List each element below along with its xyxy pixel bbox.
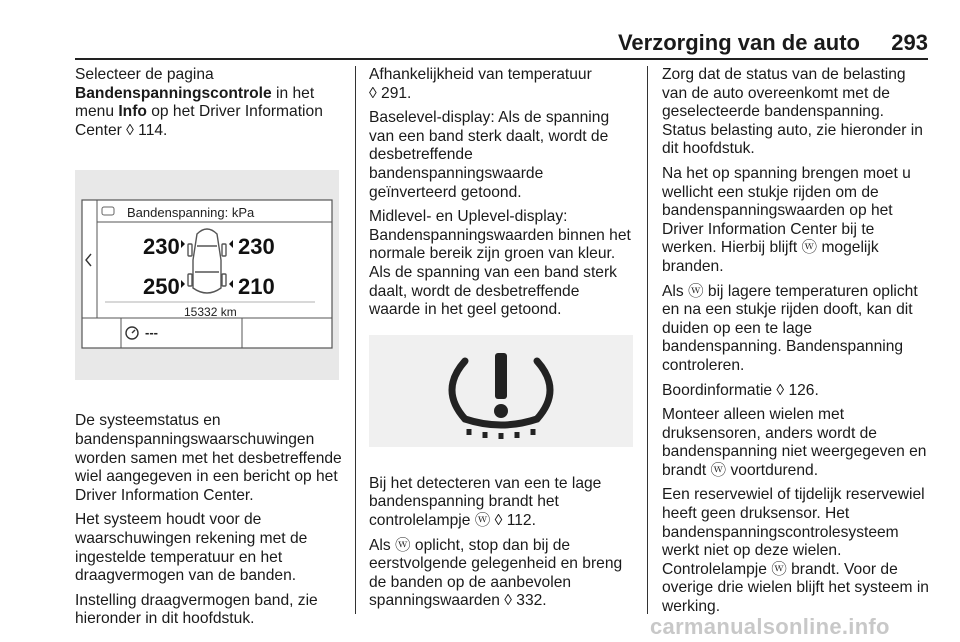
display-screenshot [75, 170, 339, 380]
paragraph: Instelling draagvermogen band, zie hieronder in dit hoofdstuk. [75, 591, 318, 628]
bold-term: Bandenspanningscontrole [75, 84, 272, 102]
page-number: 293 [891, 30, 928, 55]
paragraph [369, 66, 633, 103]
tire-pressure-display [75, 170, 339, 380]
text: Selecteer de pagina [75, 66, 214, 83]
paragraph: Zorg dat de status van de belasting van de auto overeenkomt met de geselecteerde bandenspanning. Status belasting auto, zie hieronder in dit hoofdstuk. [662, 66, 923, 158]
paragraph: Midlevel- en Uplevel-display: Bandenspanningswaarden binnen het normale bereik zijn groen van kleur. Als de spanning van een band sterk daalt, wordt de desbetreffende waarde in het geel getoond. [369, 208, 631, 319]
display-title: Bandenspanning: kPa [127, 205, 255, 221]
column-2 [369, 66, 633, 617]
front-right-pressure: 230 [238, 234, 275, 260]
paragraph [75, 66, 343, 140]
text: Afhankelijkheid van temperatuur [369, 66, 592, 83]
status-value: --- [145, 325, 158, 341]
paragraph: Boordinformatie ◊ 126. [662, 381, 819, 399]
warning-lamp-illustration [369, 335, 633, 447]
paragraph: Een reservewiel of tijdelijk reservewiel heeft geen druksensor. Het bandenspanningscontrolesysteem werkt niet op deze wielen. Controlelampje ⓦ brandt. Voor de overige drie wielen blijft het systeem in werking. [662, 486, 929, 616]
text: op het Driver Information Center [75, 103, 323, 139]
paragraph: Monteer alleen wielen met druksensoren, anders wordt de bandenspanning niet weergegeven en brandt ⓦ voortdurend. [662, 406, 927, 479]
page-header-title: Verzorging van de auto [617, 30, 860, 55]
text: in het menu [75, 84, 315, 121]
column-1 [75, 66, 343, 635]
paragraph: Als ⓦ oplicht, stop dan bij de eerstvolgende gelegenheid en breng de banden op de aanbevolen spanningswaarden ◊ 332. [369, 536, 623, 610]
paragraph: Na het op spanning brengen moet u wellicht een stukje rijden om de bandenspanningswaarden op het Driver Information Center bij te werken. Hierbij blijft ⓦ mogelijk branden. [662, 164, 911, 275]
paragraph: Als ⓦ bij lagere temperaturen oplicht en na een stukje rijden dooft, kan dit duiden op een te lage bandenspanning. Bandenspanning controleren. [662, 282, 918, 374]
rear-left-pressure: 250 [143, 274, 180, 300]
odometer-reading: 15332 km [184, 305, 237, 320]
paragraph: Baselevel-display: Als de spanning van een band sterk daalt, wordt de desbetreffende bandenspanningswaarde geïnverteerd getoond. [369, 109, 610, 201]
watermark: carmanualsonline.info [650, 614, 890, 639]
column-separator-1 [355, 66, 356, 614]
paragraph: Bij het detecteren van een te lage bandenspanning brandt het controlelampje ⓦ ◊ 112. [369, 474, 602, 529]
paragraph: Het systeem houdt voor de waarschuwingen rekening met de ingestelde temperatuur en het draagvermogen van de banden. [75, 511, 308, 585]
tire-pressure-warning-icon [369, 335, 633, 447]
column-3 [662, 66, 930, 623]
front-left-pressure: 230 [143, 234, 180, 260]
page-reference: ◊ 114. [126, 121, 168, 139]
column-separator-2 [647, 66, 648, 614]
header-rule [75, 58, 928, 60]
bold-term: Info [118, 103, 147, 121]
page-reference: ◊ 291. [369, 84, 412, 102]
rear-right-pressure: 210 [238, 274, 275, 300]
paragraph: De systeemstatus en bandenspanningswaarschuwingen worden samen met het desbetreffende wiel aangegeven in een bericht op het Driver Information Center. [75, 412, 342, 504]
